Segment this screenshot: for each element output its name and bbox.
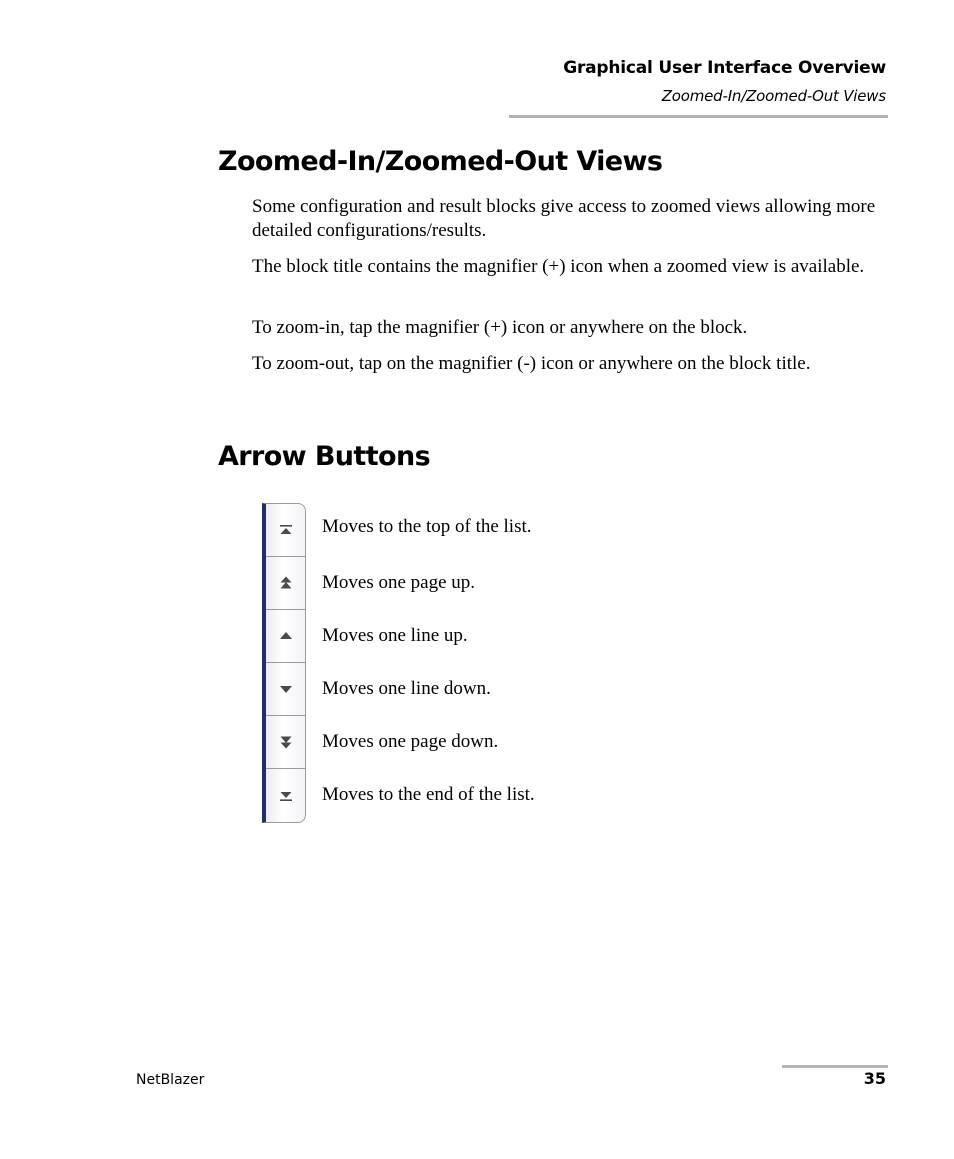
zoom-paragraph-1: Some configuration and result blocks give access to zoomed views allowing more detailed configurations/results. bbox=[252, 196, 876, 241]
arrow-section-heading: Arrow Buttons bbox=[218, 441, 431, 472]
chapter-title: Graphical User Interface Overview bbox=[563, 58, 886, 78]
line-up-button-description: Moves one line up. bbox=[322, 625, 468, 646]
page-down-button[interactable] bbox=[266, 716, 305, 769]
page-up-button-description: Moves one page up. bbox=[322, 572, 476, 593]
header-divider bbox=[509, 115, 888, 118]
page-up-icon bbox=[279, 576, 293, 590]
page-down-button-description: Moves one page down. bbox=[322, 731, 499, 752]
running-header bbox=[563, 57, 886, 106]
zoom-paragraph-3: To zoom-in, tap the magnifier (+) icon or anywhere on the block. bbox=[252, 317, 748, 338]
line-down-icon bbox=[279, 684, 293, 694]
line-down-button[interactable] bbox=[266, 663, 305, 716]
line-down-button-description: Moves one line down. bbox=[322, 678, 491, 699]
first-button[interactable] bbox=[266, 504, 305, 557]
last-icon bbox=[279, 790, 293, 802]
page-up-button[interactable] bbox=[266, 557, 305, 610]
line-up-button[interactable] bbox=[266, 610, 305, 663]
page-down-icon bbox=[279, 735, 293, 749]
section-title: Zoomed-In/Zoomed-Out Views bbox=[661, 87, 886, 105]
first-button-description: Moves to the top of the list. bbox=[322, 516, 532, 537]
last-button-description: Moves to the end of the list. bbox=[322, 784, 535, 805]
footer-divider bbox=[782, 1065, 888, 1068]
zoom-section-heading: Zoomed-In/Zoomed-Out Views bbox=[218, 146, 663, 177]
line-up-icon bbox=[279, 631, 293, 641]
first-icon bbox=[279, 524, 293, 536]
page-number: 35 bbox=[863, 1069, 886, 1088]
arrow-button-column bbox=[262, 503, 306, 823]
zoom-paragraph-2: The block title contains the magnifier (+) icon when a zoomed view is available. bbox=[252, 256, 865, 277]
product-name: NetBlazer bbox=[136, 1072, 205, 1088]
zoom-paragraph-4: To zoom-out, tap on the magnifier (-) icon or anywhere on the block title. bbox=[252, 353, 811, 374]
last-button[interactable] bbox=[266, 769, 305, 822]
